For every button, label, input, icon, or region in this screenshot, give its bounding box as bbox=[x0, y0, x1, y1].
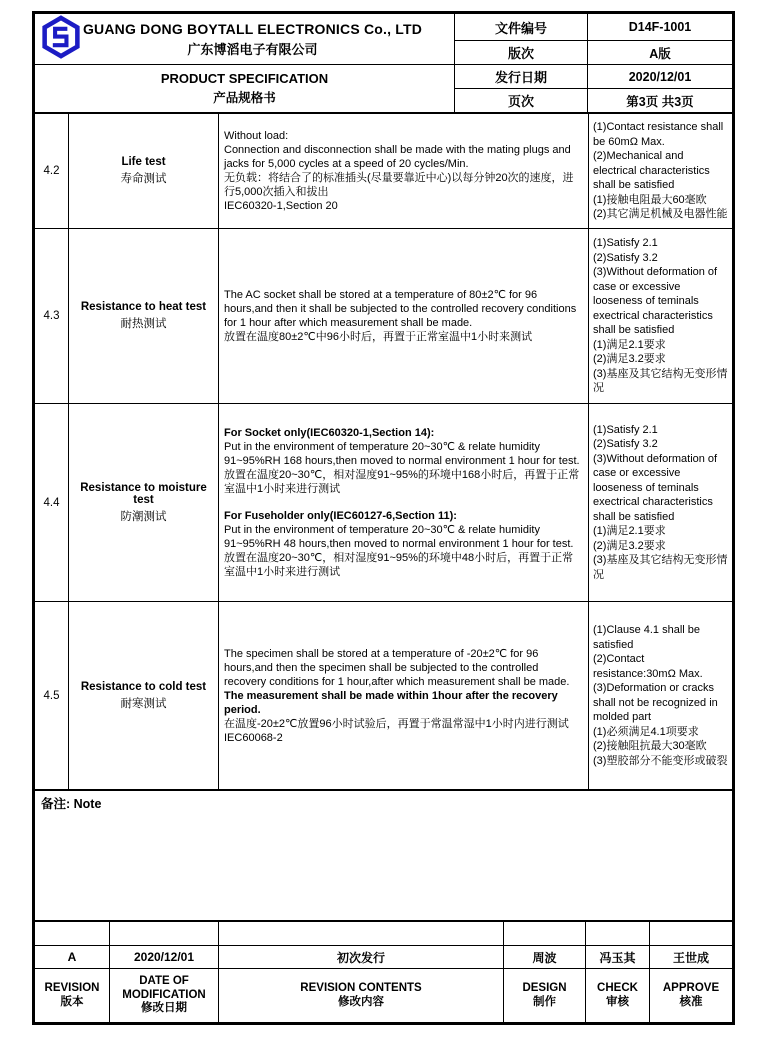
requirement-line: (2)Mechanical and electrical characteristics shall be satisfied bbox=[593, 150, 710, 192]
revision-check: 冯玉其 bbox=[586, 946, 649, 968]
description-line: 在温度-20±2℃放置96小时试验后，再置于常温常湿中1小时内进行测试 bbox=[224, 717, 569, 730]
requirement-line: (2)接触阻抗最大30毫欧 bbox=[593, 740, 707, 752]
test-description bbox=[219, 229, 588, 403]
test-description bbox=[219, 404, 588, 601]
description-line: The AC socket shall be stored at a temperature of 80±2℃ for 96 hours,and then it shall be subjected to the controlled recovery conditions for 1 hour after which measurement shall be made. bbox=[224, 289, 577, 329]
description-line: For Fuseholder only(IEC60127-6,Section 11): bbox=[224, 510, 457, 522]
revision-header-cn: 修改日期 bbox=[141, 1002, 187, 1015]
description-line: Without load: bbox=[224, 130, 289, 142]
requirement-line: (2)满足3.2要求 bbox=[593, 539, 666, 552]
test-number: 4.3 bbox=[35, 229, 68, 403]
test-row bbox=[35, 601, 732, 789]
field-label-doc-number: 文件编号 bbox=[455, 14, 587, 40]
test-number: 4.5 bbox=[35, 602, 68, 789]
description-line: Put in the environment of temperature 20~30℃ & relate humidity 91~95%RH 48 hours,then moved to normal environment 1 hour for test. bbox=[224, 524, 574, 550]
revision-header-en: REVISION bbox=[44, 982, 100, 994]
test-row bbox=[35, 228, 732, 403]
test-name-en: Resistance to moisture test bbox=[80, 481, 207, 506]
description-line: 放置在温度20~30℃，相对湿度91~95%的环境中48小时后，再置于正常室温中1小时来进行测试 bbox=[224, 552, 574, 578]
requirement-line: (3)Without deformation of case or excessive looseness of teminals exectrical characteristics shall be satisfied bbox=[593, 452, 718, 523]
revision-value: A bbox=[35, 946, 109, 968]
test-requirements bbox=[589, 229, 732, 403]
company-cell bbox=[35, 14, 454, 64]
revision-header-design bbox=[504, 969, 585, 1022]
requirement-line: (3)Deformation or cracks shall not be recognized in molded part bbox=[593, 682, 718, 723]
requirement-line: (1)接触电阻最大60毫欧 bbox=[593, 193, 707, 206]
test-name-cn: 耐热测试 bbox=[120, 318, 167, 330]
revision-header-en: APPROVE bbox=[662, 982, 720, 994]
test-name-en: Life test bbox=[121, 156, 166, 168]
description-line: The specimen shall be stored at a temperature of -20±2℃ for 96 hours,and then the specimen shall be subjected to the controlled recovery conditions for 1 hour,after which measurement shall be made. bbox=[224, 647, 570, 688]
revision-header-en: REVISION CONTENTS bbox=[300, 982, 422, 994]
revision-header-en: DATE OF MODIFICATION bbox=[122, 975, 206, 1001]
company-logo-icon bbox=[41, 15, 81, 64]
revision-header-cn: 版本 bbox=[60, 995, 84, 1008]
specification-document bbox=[32, 11, 735, 1025]
revision-header-en: DESIGN bbox=[522, 982, 567, 994]
revision-empty-cell bbox=[650, 922, 732, 945]
revision-header-cn: 制作 bbox=[533, 995, 556, 1008]
requirement-line: (3)基座及其它结构无变形情况 bbox=[593, 554, 728, 581]
company-name-en: GUANG DONG BOYTALL ELECTRONICS Co., LTD bbox=[82, 20, 423, 37]
revision-approve: 王世成 bbox=[650, 946, 732, 968]
document-title-cn: 产品规格书 bbox=[213, 91, 276, 105]
test-name-en: Resistance to cold test bbox=[80, 680, 207, 693]
test-row bbox=[35, 114, 732, 228]
requirement-line: (3)塑胶部分不能变形或破裂 bbox=[593, 754, 728, 767]
description-line: For Socket only(IEC60320-1,Section 14): bbox=[224, 427, 435, 439]
field-label-issue-date: 发行日期 bbox=[455, 65, 587, 88]
requirement-line: (2)Satisfy 3.2 bbox=[593, 251, 658, 264]
revision-empty-cell bbox=[110, 922, 218, 945]
requirement-line: (1)满足2.1要求 bbox=[593, 525, 666, 538]
company-name bbox=[81, 21, 454, 58]
test-number: 4.4 bbox=[35, 404, 68, 601]
revision-header-contents bbox=[219, 969, 503, 1022]
test-name-cn: 防潮测试 bbox=[120, 510, 167, 523]
document-title-cell bbox=[35, 65, 454, 112]
revision-header-approve bbox=[650, 969, 732, 1022]
revision-contents: 初次发行 bbox=[219, 946, 503, 968]
test-name-en: Resistance to heat test bbox=[80, 301, 207, 313]
requirement-line: (1)满足2.1要求 bbox=[593, 338, 666, 351]
company-name-cn: 广东博滔电子有限公司 bbox=[187, 41, 318, 57]
tests-body bbox=[35, 114, 732, 789]
revision-header-cn: 核准 bbox=[679, 995, 703, 1008]
requirement-line: (3)基座及其它结构无变形情况 bbox=[593, 367, 728, 395]
requirement-line: (1)Satisfy 2.1 bbox=[593, 423, 658, 436]
document-title-en: PRODUCT SPECIFICATION bbox=[160, 71, 329, 86]
revision-empty-cell bbox=[586, 922, 649, 945]
description-line bbox=[224, 496, 583, 509]
field-label-page: 页次 bbox=[455, 89, 587, 112]
requirement-line: (1)Satisfy 2.1 bbox=[593, 237, 658, 250]
description-line: IEC60068-2 bbox=[224, 731, 283, 744]
note-section bbox=[35, 789, 732, 920]
revision-header-cn: 审核 bbox=[606, 995, 629, 1008]
revision-header-check bbox=[586, 969, 649, 1022]
requirement-line: (3)Without deformation of case or excessive looseness of teminals exectrical characteristics shall be satisfied bbox=[593, 266, 718, 337]
revision-table bbox=[35, 920, 732, 1022]
field-label-version: 版次 bbox=[455, 41, 587, 64]
field-value-issue-date: 2020/12/01 bbox=[588, 65, 732, 88]
description-line: The measurement shall be made within 1hour after the recovery period. bbox=[224, 689, 558, 716]
field-value-version: A版 bbox=[588, 41, 732, 64]
test-name bbox=[69, 602, 218, 789]
revision-empty-cell bbox=[219, 922, 503, 945]
revision-empty-cell bbox=[504, 922, 585, 945]
test-name-cn: 耐寒测试 bbox=[120, 697, 167, 710]
requirement-line: (2)Satisfy 3.2 bbox=[593, 438, 658, 451]
requirement-line: (1)必须满足4.1项要求 bbox=[593, 725, 699, 738]
revision-empty-cell bbox=[35, 922, 109, 945]
test-description bbox=[219, 602, 588, 789]
field-value-doc-number: D14F-1001 bbox=[588, 14, 732, 40]
revision-header-date bbox=[110, 969, 218, 1022]
requirement-line: (2)其它满足机械及电器性能 bbox=[593, 208, 728, 221]
test-name-cn: 寿命测试 bbox=[120, 173, 167, 185]
description-line: 放置在温度20~30℃，相对湿度91~95%的环境中168小时后，再置于正常室温中1小时来进行测试 bbox=[224, 469, 580, 495]
revision-header-en: CHECK bbox=[597, 982, 638, 994]
document-header bbox=[35, 14, 732, 114]
description-line: 放置在温度80±2℃中96小时后，再置于正常室温中1小时来测试 bbox=[224, 331, 533, 343]
revision-header-cn: 修改内容 bbox=[338, 995, 384, 1008]
revision-date: 2020/12/01 bbox=[110, 946, 218, 968]
requirement-line: (2)满足3.2要求 bbox=[593, 353, 666, 366]
note-label: 备注: Note bbox=[41, 797, 102, 811]
test-number: 4.2 bbox=[35, 114, 68, 228]
description-line: IEC60320-1,Section 20 bbox=[224, 200, 338, 212]
requirement-line: (2)Contact resistance:30mΩ Max. bbox=[593, 653, 703, 680]
test-requirements bbox=[589, 114, 732, 228]
description-line: 无负载：将结合了的标准插头(尽量要靠近中心)以每分钟20次的速度，进行5,000次插入和拔出 bbox=[224, 172, 574, 198]
test-description bbox=[219, 114, 588, 228]
test-requirements bbox=[589, 602, 732, 789]
test-row bbox=[35, 403, 732, 601]
requirement-line: (1)Contact resistance shall be 60mΩ Max. bbox=[593, 121, 724, 148]
field-value-page: 第3页 共3页 bbox=[588, 89, 732, 112]
revision-design: 周波 bbox=[504, 946, 585, 968]
test-requirements bbox=[589, 404, 732, 601]
test-name bbox=[69, 404, 218, 601]
description-line: Connection and disconnection shall be made with the mating plugs and jacks for 5,000 cycles at a speed of 20 cycles/Min. bbox=[224, 144, 571, 170]
test-name bbox=[69, 229, 218, 403]
test-name bbox=[69, 114, 218, 228]
description-line: Put in the environment of temperature 20~30℃ & relate humidity 91~95%RH 168 hours,then moved to normal environment 1 hour for test. bbox=[224, 441, 580, 467]
requirement-line: (1)Clause 4.1 shall be satisfied bbox=[593, 624, 701, 651]
revision-header-revision bbox=[35, 969, 109, 1022]
